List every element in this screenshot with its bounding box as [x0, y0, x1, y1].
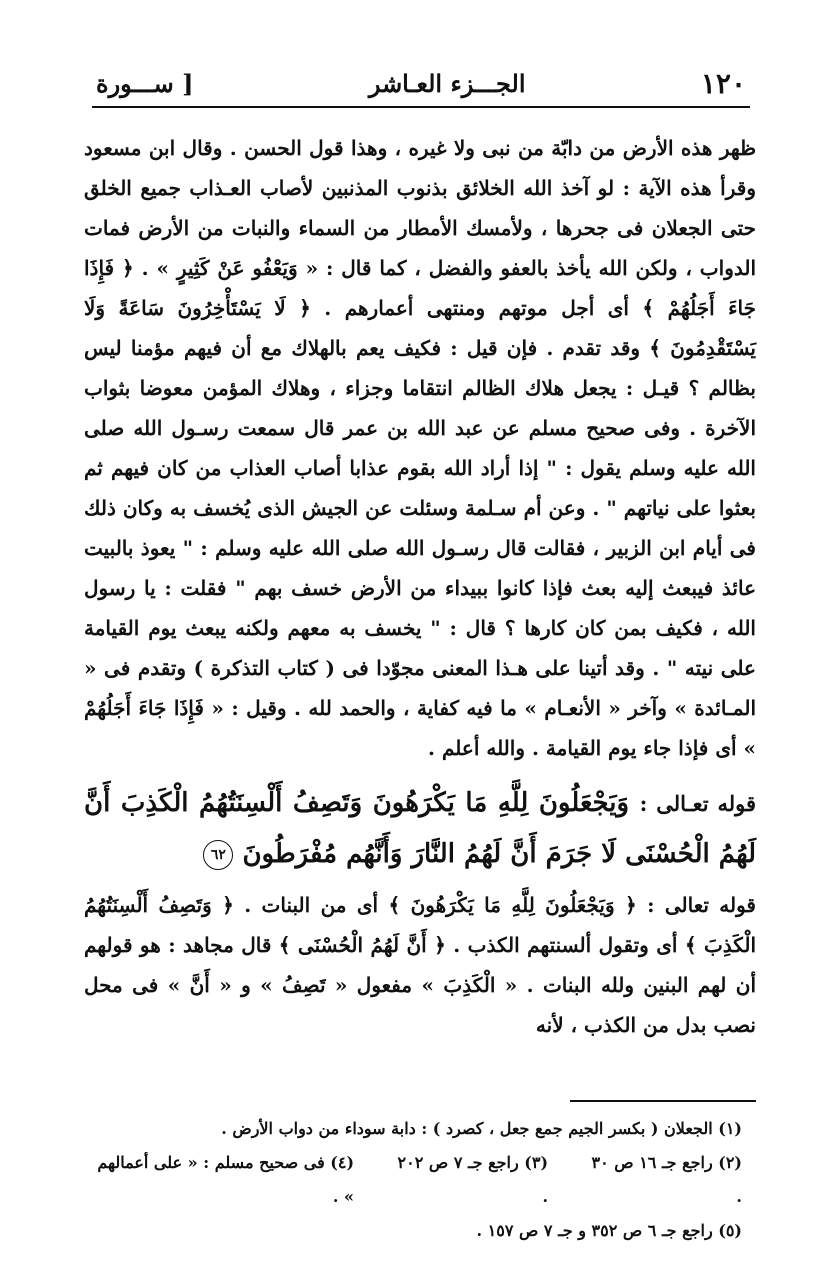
footnote-divider [570, 1100, 756, 1102]
verse-intro: قوله تعـالى : [639, 791, 756, 816]
quran-verse-block [84, 778, 756, 879]
header-divider [92, 106, 750, 108]
surah-label: [ ســـورة [96, 68, 194, 98]
page-number: ١٢٠ [700, 66, 746, 100]
footnote-1: (١) الجعلان ( بكسر الجيم جمع جعل ، كصرد ) : دابة سوداء من دواب الأرض . [221, 1119, 742, 1138]
footnote-4: (٤) فى صحيح مسلم : « على أعمالهم » . [97, 1153, 355, 1206]
footnote-3: (٣) راجع جـ ٧ ص ٢٠٢ . [397, 1153, 549, 1206]
footnote-5: (٥) راجع جـ ٦ ص ٣٥٢ و جـ ٧ ص ١٥٧ . [476, 1221, 742, 1240]
page-header [96, 60, 746, 106]
footnote-row [84, 1146, 742, 1214]
footnotes [84, 1112, 742, 1248]
part-title: الجـــزء العـاشر [368, 68, 526, 98]
verse-text: وَيَجْعَلُونَ لِلَّهِ مَا يَكْرَهُونَ وَتَصِفُ أَلْسِنَتُهُمُ الْكَذِبَ أَنَّ لَهُمُ الْحُسْنَى لَا جَرَمَ أَنَّ لَهُمُ النَّارَ وَأَنَّهُم مُفْرَطُونَ [84, 788, 756, 869]
footnote-2: (٢) راجع جـ ١٦ ص ٣٠ . [591, 1153, 742, 1206]
commentary-paragraph-2: قوله تعالى : ﴿ وَيَجْعَلُونَ لِلَّهِ مَا يَكْرَهُونَ ﴾ أى من البنات . ﴿ وَتَصِفُ أَلْسِنَتُهُمُ الْكَذِبَ ﴾ أى وتقول ألسنتهم الكذب . ﴿ أَنَّ لَهُمُ الْحُسْنَى ﴾ قال مجاهد : هو قولهم أن لهم البنين ولله البنات . « الْكَذِبَ » مفعول « تَصِفُ » و « أَنَّ » فى محل نصب بدل من الكذب ، لأنه [84, 893, 756, 1037]
commentary-paragraph-1: ظهر هذه الأرض من دابّة من نبى ولا غيره ، وهذا قول الحسن . وقال ابن مسعود وقرأ هذه الآية : لو آخذ الله الخلائق بذنوب المذنبين لأصاب العـذاب جميع الخلق حتى الجعلان فى جحرها ، ولأمسك الأمطار من السماء والنبات من الأرض فمات الدواب ، ولكن الله يأخذ بالعفو والفضل ، كما قال : « وَيَعْفُو عَنْ كَثِيرٍ » . ﴿ فَإِذَا جَاءَ أَجَلُهُمْ ﴾ أى أجل موتهم ومنتهى أعمارهم . ﴿ لَا يَسْتَأْخِرُونَ سَاعَةً وَلَا يَسْتَقْدِمُونَ ﴾ وقد تقدم . فإن قيل : فكيف يعم بالهلاك مع أن فيهم مؤمنا ليس بظالم ؟ قيـل : يجعل هلاك الظالم انتقاما وجزاء ، وهلاك المؤمن معوضا بثواب الآخرة . وفى صحيح مسلم عن عبد الله بن عمر قال سمعت رسـول الله صلى الله عليه وسلم يقول : " إذا أراد الله بقوم عذابا أصاب العذاب من كان فيهم ثم بعثوا على نياتهم " . وعن أم سـلمة وسئلت عن الجيش الذى يُخسف به وكان ذلك فى أيام ابن الزبير ، فقالت قال رسـول الله صلى الله عليه وسلم : " يعوذ بالبيت عائذ فيبعث إليه بعث فإذا كانوا ببيداء من الأرض خسف بهم " فقلت : يا رسول الله ، فكيف بمن كان كارها ؟ قال : " يخسف به معهم ولكنه يبعث يوم القيامة على نيته " . وقد أتينا على هـذا المعنى مجوّدا فى ( كتاب التذكرة ) وتقدم فى « المـائدة » وآخر « الأنعـام » ما فيه كفاية ، والحمد لله . وقيل : « فَإِذَا جَاءَ أَجَلُهُمْ » أى فإذا جاء يوم القيامة . والله أعلم . [84, 136, 756, 760]
verse-number-marker: ٦٢ [203, 840, 233, 870]
page-body [84, 128, 756, 1045]
